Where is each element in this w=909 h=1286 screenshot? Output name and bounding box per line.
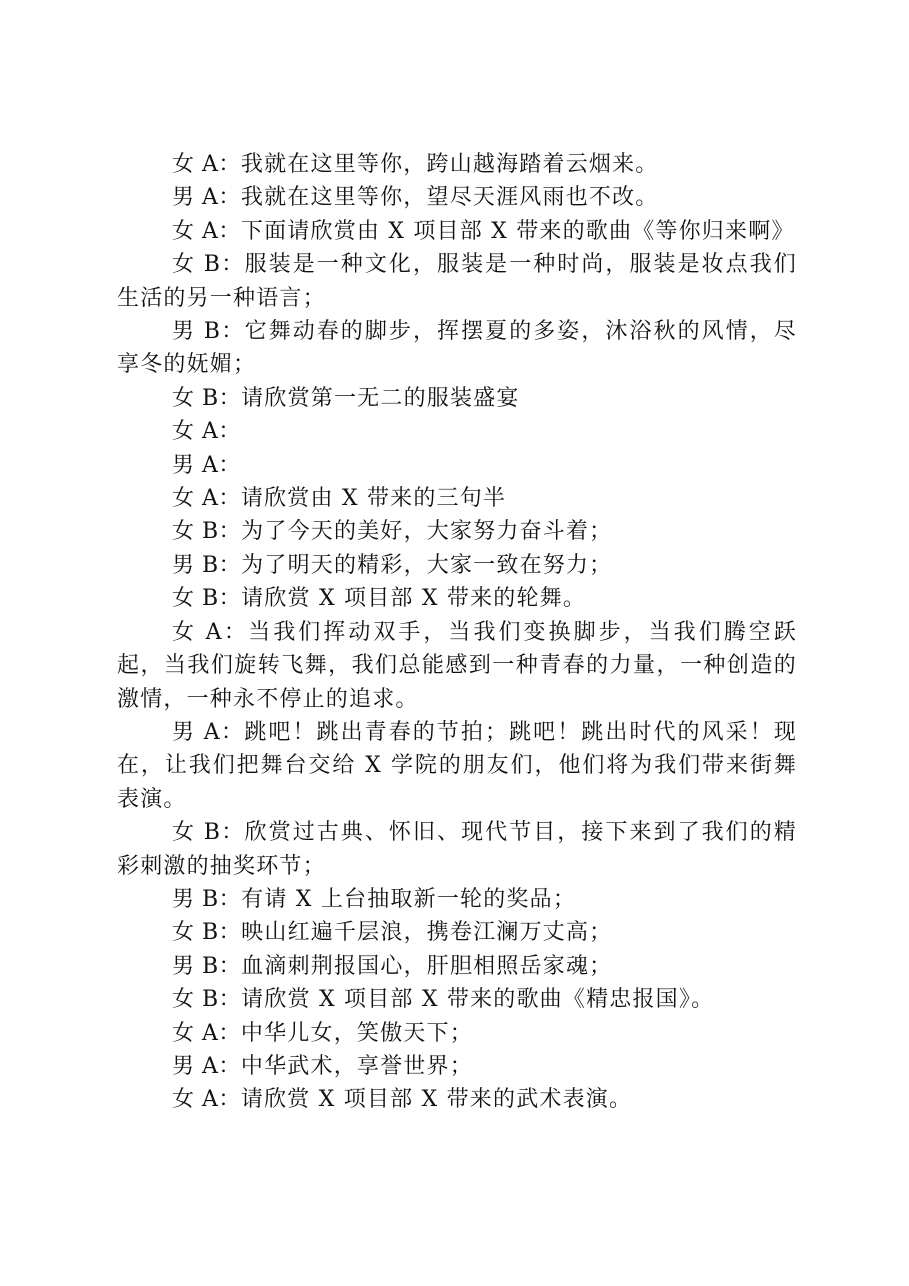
line-text: 我就在这里等你，跨山越海踏着云烟来。 (240, 152, 659, 177)
script-line (117, 716, 797, 816)
line-text: 请欣赏 X 项目部 X 带来的歌曲《精忠报国》。 (241, 987, 715, 1013)
line-text: 血滴刺荆报国心，肝胆相照岳家魂； (241, 953, 613, 979)
speaker-label: 男 A： (172, 185, 241, 211)
speaker-label: 男 B： (172, 953, 242, 979)
line-text: 它舞动春的脚步，挥摆夏的多姿，沐浴秋的风情，尽享冬的妩媚； (117, 319, 797, 378)
speaker-label: 女 A： (172, 619, 249, 645)
line-text: 中华儿女，笑傲天下； (240, 1020, 473, 1046)
speaker-label: 女 B： (172, 586, 242, 612)
line-text: 下面请欣赏由 X 项目部 X 带来的歌曲《等你归来啊》 (240, 218, 795, 244)
line-text: 请欣赏第一无二的服装盛宴 (241, 385, 520, 411)
speaker-label: 女 B： (172, 920, 242, 946)
script-line (117, 916, 797, 949)
script-line (117, 883, 797, 916)
line-text: 为了明天的精彩，大家一致在努力； (241, 552, 613, 578)
line-text: 服装是一种文化，服装是一种时尚，服装是妆点我们生活的另一种语言； (117, 252, 797, 311)
script-line (117, 549, 797, 582)
line-text: 为了今天的美好，大家努力奋斗着； (241, 519, 613, 545)
line-text: 请欣赏 X 项目部 X 带来的轮舞。 (241, 586, 587, 612)
script-line (117, 449, 797, 482)
line-text: 有请 X 上台抽取新一轮的奖品； (241, 886, 577, 912)
line-text: 欣赏过古典、怀旧、现代节目，接下来到了我们的精彩刺激的抽奖环节； (117, 820, 797, 879)
speaker-label: 女 B： (172, 519, 242, 545)
speaker-label: 女 B： (172, 252, 245, 278)
line-text: 当我们挥动双手，当我们变换脚步，当我们腾空跃起，当我们旋转飞舞，我们总能感到一种青春的力量，一种创造的激情，一种永不停止的追求。 (117, 619, 797, 712)
script-line (117, 950, 797, 983)
script-line (117, 415, 797, 448)
speaker-label: 女 B： (172, 987, 242, 1013)
speaker-label: 男 B： (172, 319, 245, 345)
speaker-label: 女 B： (172, 820, 245, 846)
script-line (117, 482, 797, 515)
speaker-label: 女 A： (172, 218, 241, 244)
line-text: 请欣赏由 X 带来的三句半 (240, 486, 507, 512)
speaker-label: 女 A： (172, 419, 241, 445)
script-line (117, 616, 797, 716)
speaker-label: 女 A： (172, 1020, 241, 1046)
line-text: 跳吧！跳出青春的节拍；跳吧！跳出时代的风采！现在，让我们把舞台交给 X 学院的朋友们，他们将为我们带来街舞表演。 (117, 719, 797, 812)
speaker-label: 男 A： (172, 452, 241, 478)
script-line (117, 1017, 797, 1050)
speaker-label: 女 A： (172, 486, 241, 512)
line-text: 我就在这里等你，望尽天涯风雨也不改。 (240, 185, 659, 211)
script-line (117, 816, 797, 883)
speaker-label: 女 A： (172, 1087, 241, 1113)
script-line (117, 148, 797, 181)
script-line (117, 382, 797, 415)
script-line (117, 582, 797, 615)
script-line (117, 248, 797, 315)
line-text: 中华武术，享誉世界； (240, 1053, 473, 1079)
line-text: 映山红遍千层浪，携卷江澜万丈高； (241, 920, 613, 946)
script-line (117, 1083, 797, 1116)
script-line (117, 1050, 797, 1083)
script-line (117, 315, 797, 382)
script-line (117, 215, 797, 248)
line-text: 请欣赏 X 项目部 X 带来的武术表演。 (240, 1087, 633, 1113)
speaker-label: 女 B： (172, 385, 242, 411)
script-line (117, 515, 797, 548)
speaker-label: 男 B： (172, 552, 242, 578)
host-script (117, 148, 797, 1117)
speaker-label: 男 B： (172, 886, 242, 912)
speaker-label: 男 A： (172, 719, 245, 745)
script-line (117, 983, 797, 1016)
speaker-label: 男 A： (172, 1053, 241, 1079)
speaker-label: 女 A： (172, 152, 241, 177)
script-line (117, 181, 797, 214)
